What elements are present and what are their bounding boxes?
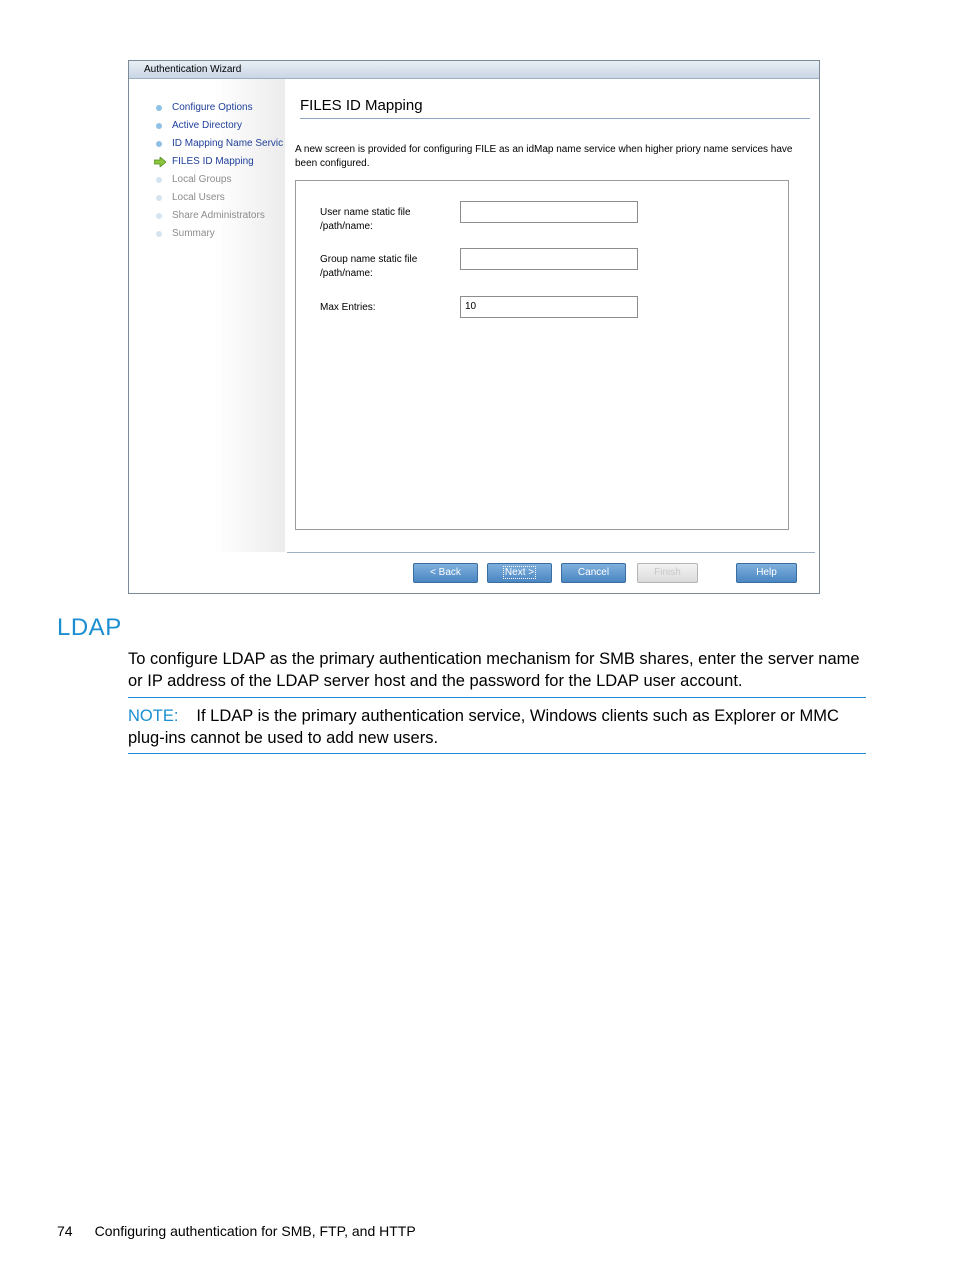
sidebar-item-label: Summary [172, 228, 215, 239]
user-name-file-label [320, 206, 440, 234]
finish-button[interactable]: Finish [637, 563, 698, 583]
step-done-bullet-icon [156, 123, 162, 129]
section-heading: LDAP [57, 614, 122, 641]
sidebar-item-label: Share Administrators [172, 210, 265, 221]
note-top-rule [128, 697, 866, 698]
max-entries-label: Max Entries: [320, 302, 376, 313]
sidebar-item-label: Configure Options [172, 102, 253, 113]
user-name-file-input[interactable] [460, 201, 638, 223]
label-line: Group name static file [320, 254, 418, 265]
note-block [128, 706, 868, 749]
step-pending-bullet-icon [156, 231, 162, 237]
note-label: NOTE: [128, 707, 179, 725]
sidebar-item-id-mapping-name-service[interactable] [151, 135, 307, 153]
next-button-label: Next > [504, 567, 535, 578]
sidebar-item-summary[interactable] [151, 225, 307, 243]
step-pending-bullet-icon [156, 177, 162, 183]
group-name-file-label [320, 253, 440, 281]
section-paragraph: To configure LDAP as the primary authentication mechanism for SMB shares, enter the server name or IP address of the LDAP server host and the password for the LDAP user account. [128, 650, 860, 690]
sidebar-item-local-groups[interactable] [151, 171, 307, 189]
note-text: If LDAP is the primary authentication service, Windows clients such as Explorer or MMC plug-ins cannot be used to add new users. [128, 707, 839, 747]
step-done-bullet-icon [156, 105, 162, 111]
wizard-steps-list [151, 99, 307, 243]
max-entries-input[interactable]: 10 [460, 296, 638, 318]
back-button[interactable]: < Back [413, 563, 478, 583]
cancel-button[interactable]: Cancel [561, 563, 626, 583]
wizard-button-bar [129, 554, 819, 593]
files-id-mapping-form [295, 180, 789, 530]
step-pending-bullet-icon [156, 195, 162, 201]
group-name-file-input[interactable] [460, 248, 638, 270]
sidebar-item-local-users[interactable] [151, 189, 307, 207]
sidebar-item-label: Local Users [172, 192, 225, 203]
wizard-sidebar [129, 79, 285, 552]
label-line: /path/name: [320, 268, 373, 279]
window-title: Authentication Wizard [129, 61, 819, 79]
sidebar-item-label: ID Mapping Name Servic [172, 138, 284, 149]
sidebar-item-share-administrators[interactable] [151, 207, 307, 225]
current-step-arrow-icon [154, 157, 166, 167]
panel-description: A new screen is provided for configuring FILE as an idMap name service when higher priory name services have been configured. [295, 144, 793, 169]
step-pending-bullet-icon [156, 213, 162, 219]
panel-title: FILES ID Mapping [300, 97, 810, 119]
note-bottom-rule [128, 753, 866, 754]
step-done-bullet-icon [156, 141, 162, 147]
sidebar-item-active-directory[interactable] [151, 117, 307, 135]
sidebar-item-label: FILES ID Mapping [172, 156, 254, 167]
help-button[interactable]: Help [736, 563, 797, 583]
authentication-wizard-window [128, 60, 820, 594]
sidebar-item-label: Local Groups [172, 174, 232, 185]
label-line: /path/name: [320, 221, 373, 232]
page-number: 74 [57, 1223, 73, 1239]
footer-text: Configuring authentication for SMB, FTP, and HTTP [94, 1223, 416, 1239]
next-button[interactable] [487, 563, 552, 583]
sidebar-item-configure-options[interactable] [151, 99, 307, 117]
page-footer [57, 1223, 416, 1239]
button-bar-divider [287, 552, 815, 553]
sidebar-item-files-id-mapping[interactable] [151, 153, 307, 171]
sidebar-item-label: Active Directory [172, 120, 243, 131]
label-line: User name static file [320, 207, 411, 218]
